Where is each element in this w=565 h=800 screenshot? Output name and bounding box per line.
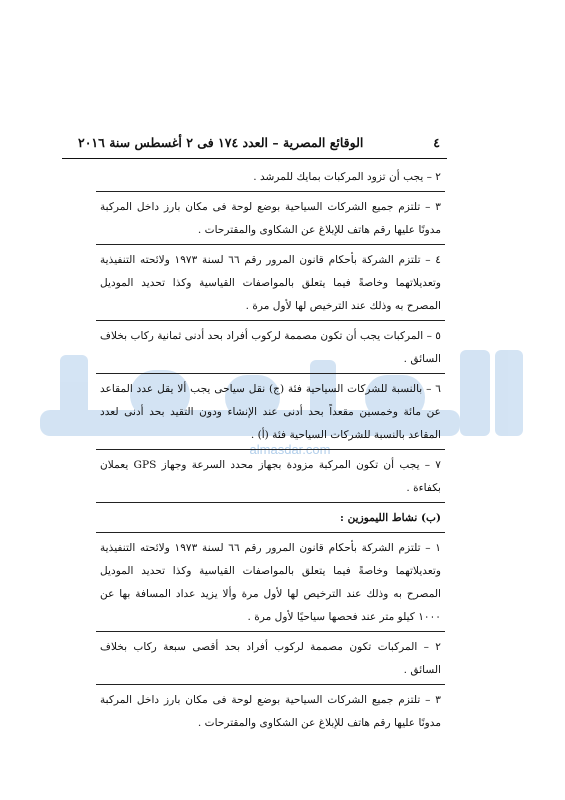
item-divider xyxy=(96,449,445,450)
item-divider xyxy=(96,532,445,533)
item-divider xyxy=(96,684,445,685)
section-a-item: ٤ – تلتزم الشركة بأحكام قانون المرور رقم ٦٦ لسنة ١٩٧٣ ولائحته التنفيذية وتعديلاتهما وخاصةً فيما يتعلق بالمواصفات القياسية وكذا تحديد الموديل المصرح به وذلك عند الترخيص لها لأول مرة . xyxy=(100,254,441,312)
section-b-item: ١ – تلتزم الشركة بأحكام قانون المرور رقم ٦٦ لسنة ١٩٧٣ ولائحته التنفيذية وتعديلاتهما وخاصةً فيما يتعلق بالمواصفات القياسية وكذا تحديد الموديل المصرح به وذلك عند الترخيص لها لأول مرة وألا يزيد عداد المسافة بها عن ١٠٠٠ كيلو متر عند فحصها سياحيًا لأول مرة . xyxy=(100,542,441,623)
item-divider xyxy=(96,320,445,321)
page-header xyxy=(78,130,440,154)
section-a-item: ٢ – يجب أن تزود المركبات بمايك للمرشد . xyxy=(253,171,441,183)
watermark-text: almasdar.com xyxy=(249,442,331,457)
section-b-heading: (ب) نشاط الليموزين : xyxy=(340,512,441,524)
page-number: ٤ xyxy=(433,134,440,150)
header-rule xyxy=(62,158,447,159)
document-body xyxy=(100,166,441,735)
section-a-item: ٥ – المركبات يجب أن تكون مصممة لركوب أفراد بحد أدنى ثمانية ركاب بخلاف السائق . xyxy=(100,330,441,365)
section-b-item: ٢ – المركبات تكون مصممة لركوب أفراد بحد أقصى سبعة ركاب بخلاف السائق . xyxy=(100,641,441,676)
section-a-item: ٧ – يجب أن تكون المركبة مزودة بجهاز محدد السرعة وجهاز GPS يعملان بكفاءة . xyxy=(100,459,441,494)
item-divider xyxy=(96,373,445,374)
item-divider xyxy=(96,502,445,503)
section-a-item: ٦ – بالنسبة للشركات السياحية فئة (ج) نقل سياحى يجب ألا يقل عدد المقاعد عن مائة وخمسين مقعداً بحد أدنى عند الإنشاء ودون التقيد بحد أدنى لعدد المقاعد بالنسبة للشركات السياحية فئة (أ) . xyxy=(100,383,441,441)
section-b-item: ٣ – تلتزم جميع الشركات السياحية بوضع لوحة فى مكان بارز داخل المركبة مدونًا عليها رقم هاتف للإبلاغ عن الشكاوى والمقترحات . xyxy=(100,694,441,729)
header-title: الوقائع المصرية – العدد ١٧٤ فى ٢ أغسطس سنة ٢٠١٦ xyxy=(78,134,364,150)
item-divider xyxy=(96,631,445,632)
section-a-item: ٣ – تلتزم جميع الشركات السياحية بوضع لوحة فى مكان بارز داخل المركبة مدونًا عليها رقم هاتف للإبلاغ عن الشكاوى والمقترحات . xyxy=(100,201,441,236)
item-divider xyxy=(96,244,445,245)
item-divider xyxy=(96,191,445,192)
